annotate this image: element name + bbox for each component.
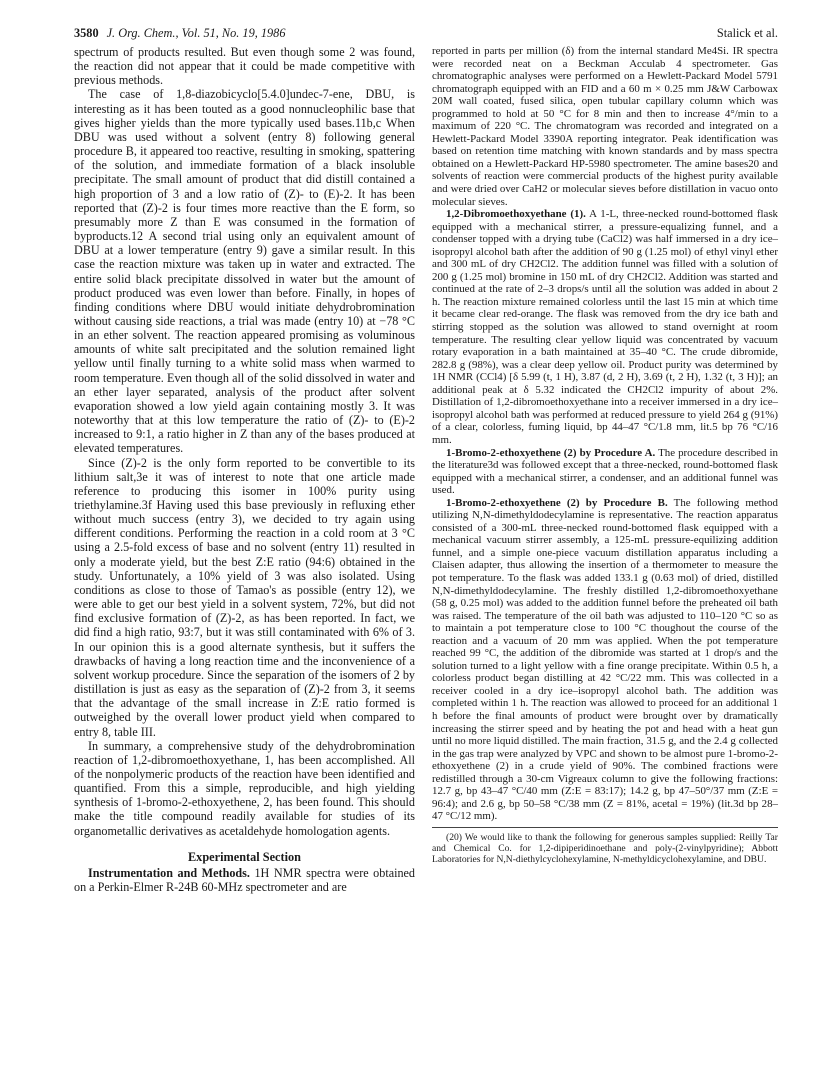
- paragraph: [432, 208, 778, 446]
- right-column: [432, 45, 778, 865]
- paragraph: In summary, a comprehensive study of the dehydrobromination reaction of 1,2-dibromoethoxyethane, 1, has been accomplished. All of the nonpolymeric products of the reaction have been identified and quantified. From this a simple, reproducible, and high yielding synthesis of 1-bromo-2-ethoxyethene, 2, has been found. This should make the title compound readily available for studies of its organometallic derivatives as acetaldehyde homologation agents.: [74, 738, 415, 838]
- paragraph: [432, 497, 778, 823]
- paragraph: reported in parts per million (δ) from the internal standard Me4Si. IR spectra were recorded neat on a Beckman Acculab 4 spectrometer. Gas chromatographic analyses were performed on a Hewlett-Packard Model 5791 chromatograph equipped with an FID and a 60 m × 0.25 mm J&W Carbowax 20M wall coated, fused silica, open tubular capillary column which was programmed to hold at 50 °C for 8 min and then to increase 4°/min to a maximum of 220 °C. The chromatogram was recorded and integrated on a Hewlett-Packard Model 3390A reporting integrator. Peak identification was based on retention time matching with known standards and by mass spectra obtained on a Hewlett-Packard HP-5980 spectrometer. The amine bases20 and solvents of reaction were commercial products of the highest purity available and were dried over CaH2 or molecular sieves before distillation in vacuo onto molecular sieves.: [432, 45, 778, 208]
- paragraph: The case of 1,8-diazobicyclo[5.4.0]undec-7-ene, DBU, is interesting as it has been touted as a good nonnucleophilic base that gives higher yields than the more typically used bases.11b,c When DBU was used without a solvent (entry 8) following general procedure B, it appeared too reactive, resulting in smoking, spattering of the solution, and immediate formation of a black insoluble precipitate. The small amount of product that did distill contained a high proportion of 3 and a low ratio of (Z)- to (E)-2. It has been reported that (Z)-2 is four times more reactive than the E form, so presumably more Z than E was consumed in the formation of byproducts.12 A second trial using only an equivalent amount of DBU at a lower temperature (entry 9) gave a similar result. In this case the reaction mixture was taken up in water and extracted. The entire solid black precipitate dissolved in water but the amount of product produced was even lower than before. Finally, in hopes of finding conditions where DBU would initiate dehydrobromination without causing side reactions, a trial was made (entry 10) at −78 °C in an ether solvent. The reaction appeared promising as voluminous amounts of white salt precipitated and the solution remained light yellow until finally turning to a white solid mass when warmed to room temperature. Even though all of the solid dissolved in water and an ether layer separated, analysis of the product after solvent evaporation showed a low yield again containing mostly 3. It was noteworthy that at this low temperature the ratio of (Z)- to (E)-2 increased to 9:1, a ratio higher in Z than any of the bases produced at elevated temperatures.: [74, 87, 415, 456]
- running-head-authors: Stalick et al.: [716, 26, 778, 40]
- paragraph-lead: 1-Bromo-2-ethoxyethene (2) by Procedure A.: [446, 446, 656, 459]
- footnote: (20) We would like to thank the following for generous samples supplied: Reilly Tar and Chemical Co. for 1,2-dipiperidinoethane and poly-(2-vinylpyridine); Abbott Laboratories for N,N-diethylcyclohexylamine, N-methyldicyclohexylamine, and DBU.: [432, 831, 778, 865]
- paragraph: spectrum of products resulted. But even though some 2 was found, the reaction did not appear that it could be made competitive with previous methods.: [74, 45, 415, 88]
- page-number: 3580: [74, 26, 99, 40]
- journal-citation: J. Org. Chem., Vol. 51, No. 19, 1986: [106, 26, 286, 40]
- paragraph-text: 1H NMR spectra were obtained on a Perkin-Elmer R-24B 60-MHz spectrometer and are: [74, 865, 415, 895]
- paragraph-text: A 1-L, three-necked round-bottomed flask equipped with a mechanical stirrer, a pressure-equalizing funnel, and a condenser topped with a drying tube (CaCl2) was half immersed in a dry ice–isopropyl alcohol bath after the addition of 90 g (1.25 mol) of ethyl vinyl ether and 300 mL of dry CH2Cl2. The addition funnel was filled with a solution of 200 g (1.25 mol) bromine in 150 mL of dry CH2Cl2. Addition was started and continued at the rate of 2–3 drops/s until all the solution was added in about 2 h. The reaction mixture remained colorless until the last 15 min at which time it became clear red-orange. The flask was removed from the dry ice bath and stirring stopped as the solution was allowed to stand overnight at room temperature. The resulting clear yellow liquid was concentrated by vacuum rotary evaporation in a bath maintained at 35–40 °C. The crude dibromide, 282.8 g (98%), was a clear deep yellow oil. Product purity was determined by 1H NMR (CCl4) [δ 5.99 (t, 1 H), 3.87 (d, 2 H), 3.69 (t, 2 H), 1.32 (t, 3 H)]; an additional peak at δ 5.32 indicated the CH2Cl2 impurity of about 2%. Distillation of 1,2-dibromoethoxyethane into a receiver immersed in a dry ice–isopropyl alcohol bath was performed at reduced pressure to yield 264 g (91%) of a clear, colorless, fuming liquid, bp 44–47 °C/1.8 mm, lit.5 bp 76 °C/16 mm.: [432, 208, 779, 446]
- left-column: [74, 45, 415, 894]
- section-heading: Experimental Section: [187, 849, 302, 864]
- paragraph: [74, 866, 415, 894]
- paragraph-lead: 1-Bromo-2-ethoxyethene (2) by Procedure B.: [446, 496, 668, 509]
- paragraph-text: The procedure described in the literature3d was followed except that a three-necked, round-bottomed flask equipped with a mechanical stirrer, a condenser, and an additional funnel was used.: [432, 446, 778, 497]
- paragraph: Since (Z)-2 is the only form reported to be convertible to its lithium salt,3e it was of interest to note that one article made reference to producing this isomer in 100% purity using triethylamine.3f Having used this base previously in refluxing ether without much success (entry 3), we decided to try again using different conditions. Performing the reaction in a cold room at 3 °C using a 2.5-fold excess of base and no solvent (entry 11) resulted in only a moderate yield, but the best Z:E ratio (94:6) obtained in the study. Unfortunately, a 10% yield of 3 was also isolated. Using conditions as close to those of Tamao's as possible (entry 12), we were able to get our best yield in a solvent system, 72%, but did not find exclusive formation of (Z)-2, as has been reported. In fact, we did find a high ratio, 93:7, but it was still contaminated with 6% of 3. In our opinion this is a good alternate synthesis, but it suffers the drawbacks of having a long reaction time and the inconvenience of a solvent workup procedure. Since the separation of the isomers of 2 by distillation is just as easy as the separation of (Z)-2 from 3, it seems that the advantage of the small increase in Z:E ratio formed is outweighed by the overall lower product yield when compared to entry 8, table III.: [74, 455, 415, 739]
- paragraph-lead: 1,2-Dibromoethoxyethane (1).: [446, 208, 586, 221]
- page-header: [74, 24, 778, 42]
- paragraph: [432, 447, 778, 497]
- paragraph-text: The following method utilizing N,N-dimethyldodecylamine is representative. The reaction apparatus consisted of a 300-mL three-necked round-bottomed flask equipped with a mechanical vacuum stirrer assembly, a 125-mL pressure-equilizing addition funnel, and a simple one-piece vacuum distillation apparatus including a Claisen adapter, thus allowing the insertion of a thermometer to measure the pot temperature. To the flask was added 133.1 g (0.63 mol) of dried, distilled N,N-dimethyldodecylamine. The freshly distilled 1,2-dibromoethoxyethane (58 g, 0.25 mol) was added to the addition funnel before the preheated oil bath was raised. The temperature of the oil bath was adjusted to 110–120 °C so as to maintain a pot temperature close to 100 °C thoughout the course of the reaction and a vacuum of 20 mm was applied. When the pot temperature reached 99 °C, the addition of the dibromide was started at 1 drop/s and the solution turned to a light yellow with a fine orange precipitate. Within 0.5 h, a colorless product began distilling at 42 °C/22 mm. This was collected in a receiver cooled in a dry ice–isopropyl alcohol bath. The addition was completed within 1 h. The reaction was allowed to proceed for an additional 1 h before the final amounts of product were brought over by dramatically increasing the stirrer speed and by heating the pot and head with a heat gun until no more liquid distilled. The main fraction, 31.5 g, and the 2.4 g collected in the gas trap were analyzed by VPC and shown to be almost pure 1-bromo-2-ethoxyethene (2) in a crude yield of 90%. The combined fractions were redistilled through a 30-cm Vigreaux column to give the following fractions: 12.7 g, bp 43–47 °C/40 mm (Z:E = 83:17); 14.2 g, bp 47–50°/37 mm (Z:E = 96:4); and 2.6 g, bp 50–58 °C/38 mm (Z = 81%, acetal = 19%) (lit.3d bp 28–47 °C/12 mm).: [432, 496, 778, 823]
- paragraph-lead: Instrumentation and Methods.: [88, 865, 250, 880]
- footnote-divider: [432, 827, 778, 828]
